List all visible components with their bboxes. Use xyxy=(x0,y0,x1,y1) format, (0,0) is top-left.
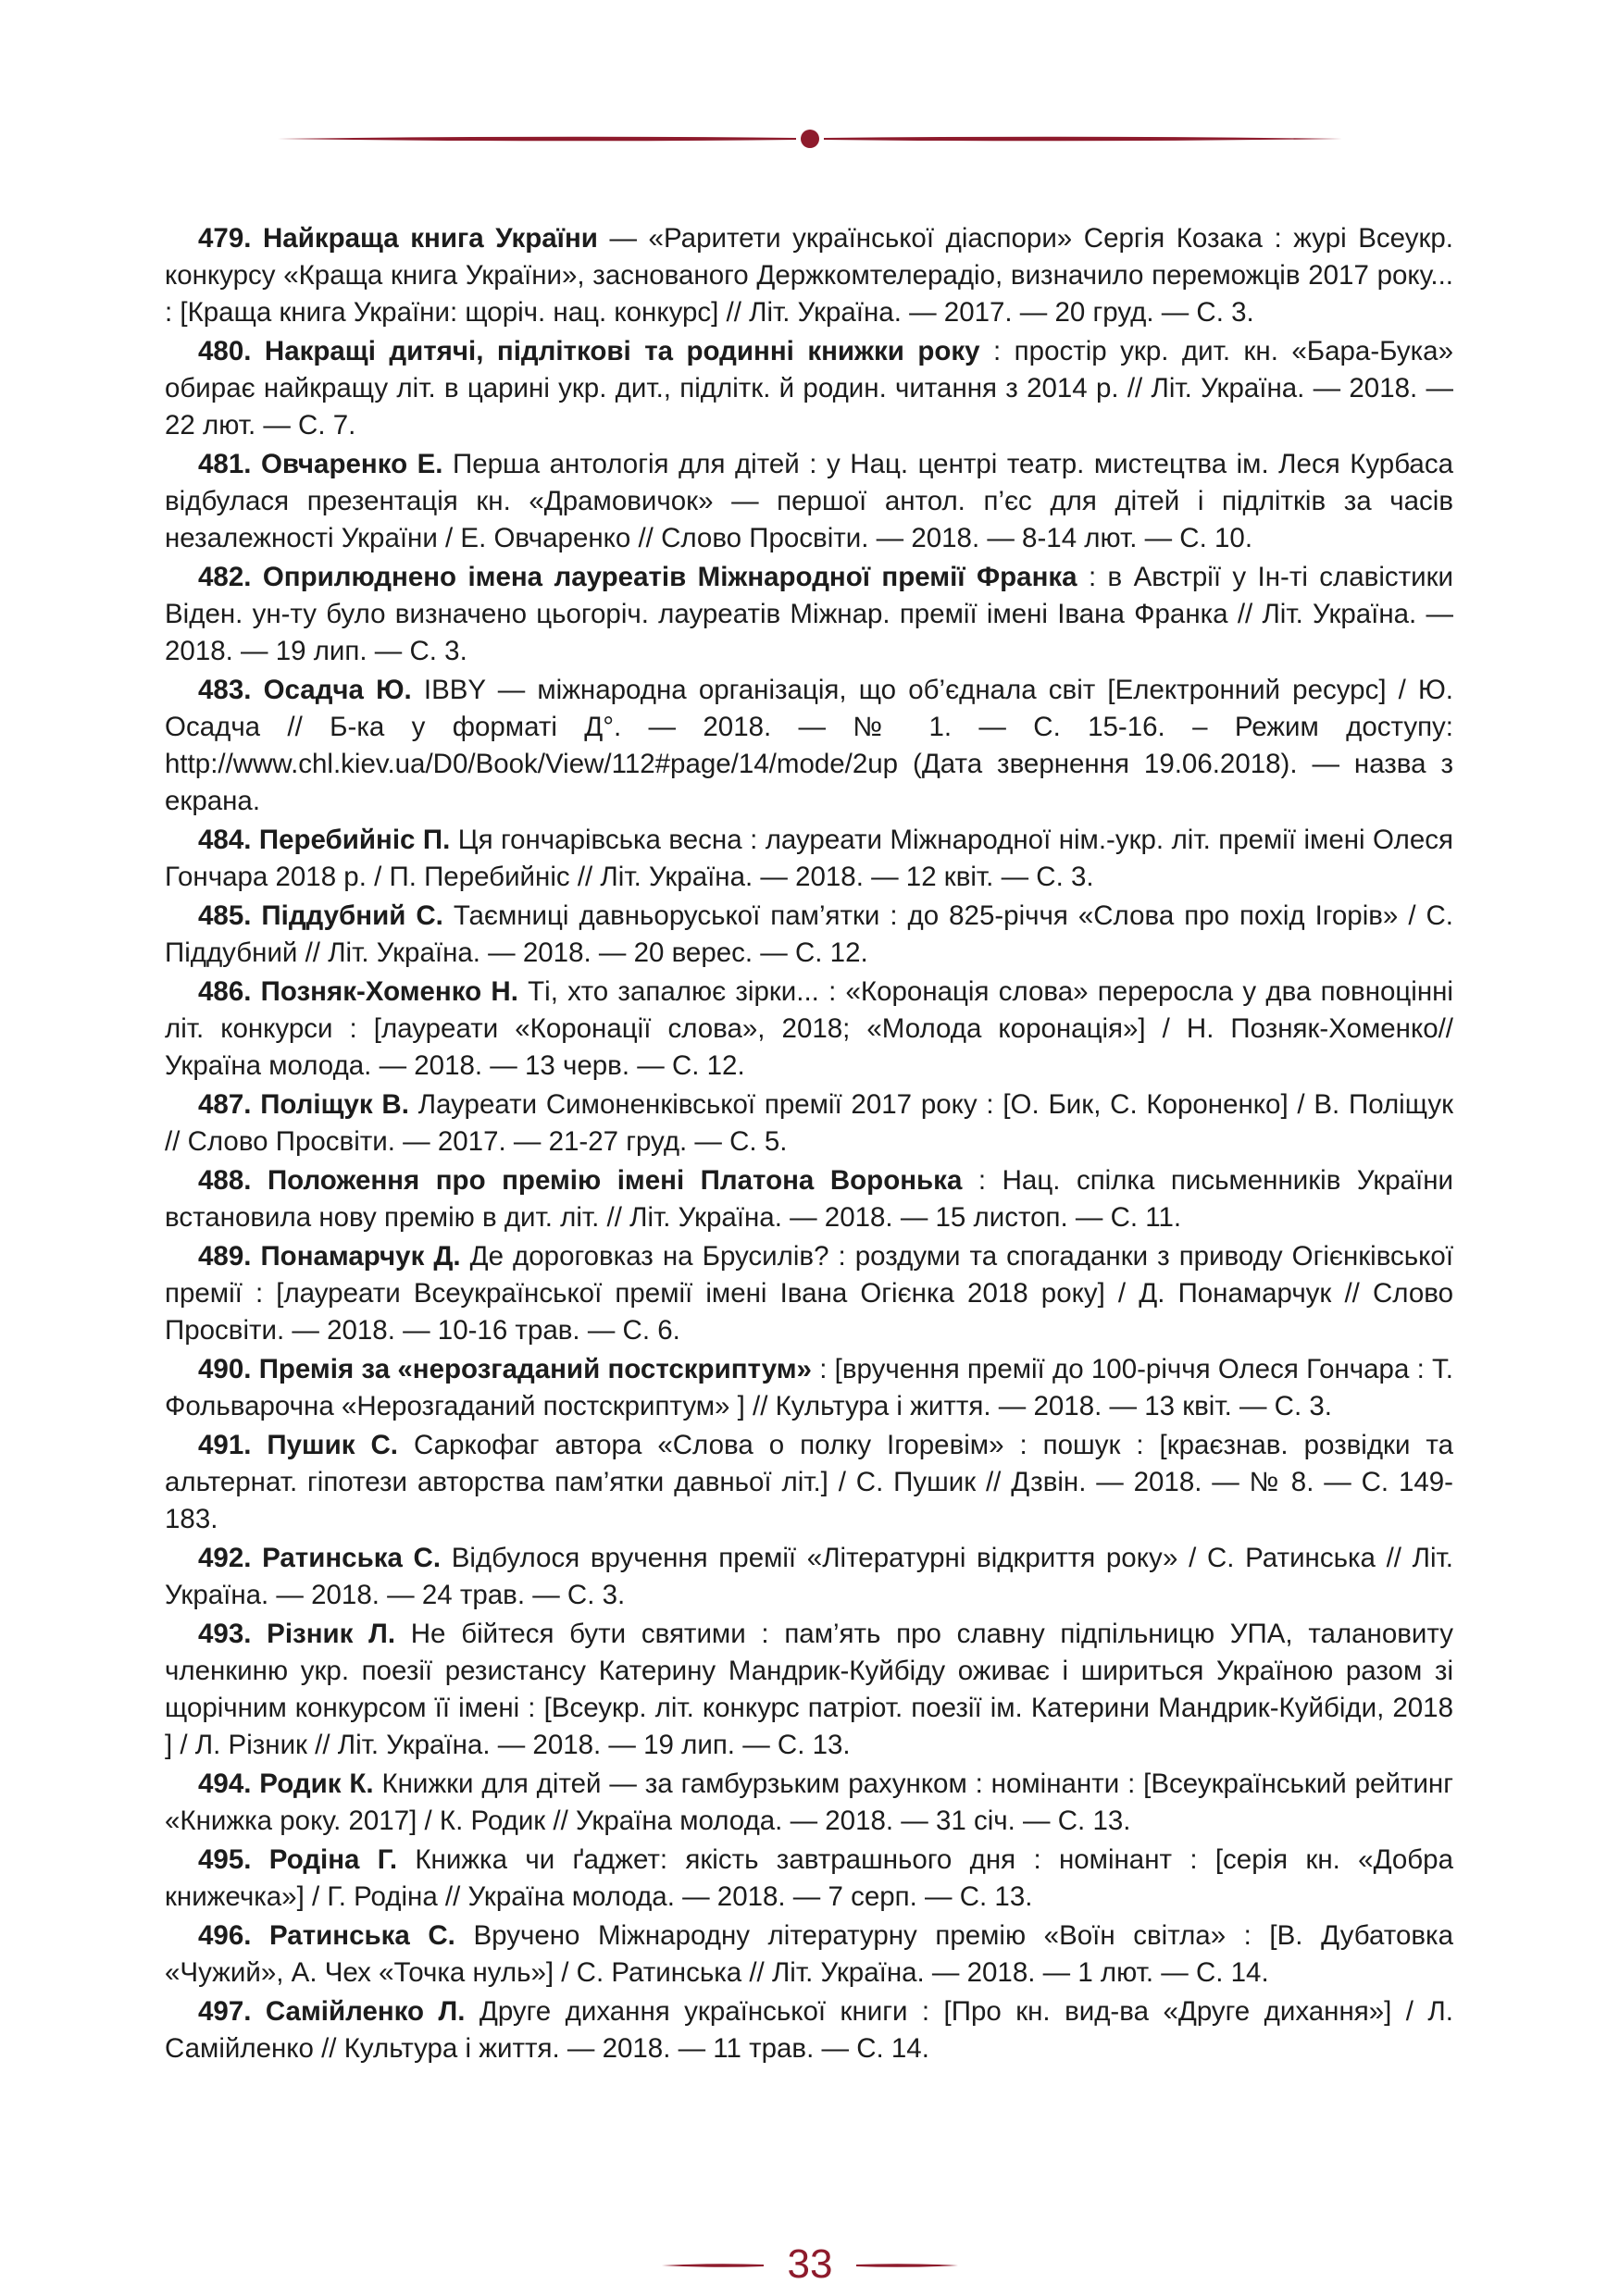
entry-heading: Найкраща книга України xyxy=(263,223,598,254)
bibliography-entry xyxy=(165,559,1453,670)
entry-heading: Накращі дитячі, підліткові та родинні книжки року xyxy=(264,336,980,366)
entry-description: Ті, хто запалює зірки... : «Коронація слова» переросла у два повноцінні літ. конкурси : [лауреати «Коронації слова», 2018; «Молода коронація»] / Н. Позняк-Хоменко// Україна молода. — 2018. — 13 черв. — С. 12. xyxy=(165,976,1453,1081)
bibliography-entry xyxy=(165,1540,1453,1614)
bibliography-entry xyxy=(165,1993,1453,2067)
entry-description: IBBY — міжнародна організація, що об’єднала світ [Електронний ресурс] / Ю. Осадча // Б-ка у форматі Д°. — 2018. — № 1. — С. 15-16. – Режим доступу: http://www.chl.kiev.ua/D0/Book/View/112#page/14/mode/2up (Дата звернення 19.06.2018). — назва з екрана. xyxy=(165,675,1453,816)
entry-heading: Ратинська С. xyxy=(269,1920,455,1951)
bibliography-entry xyxy=(165,898,1453,972)
bibliography-entry xyxy=(165,1351,1453,1425)
entry-heading: Самійленко Л. xyxy=(265,1996,466,2027)
bibliography-entry xyxy=(165,672,1453,820)
entry-description: Вручено Міжнародну літературну премію «Воїн світла» : [В. Дубатовка «Чужий», А. Чех «Точка нуль»] / С. Ратинська // Літ. Україна. — 2018. — 1 лют. — С. 14. xyxy=(165,1920,1453,1988)
entry-number: 490. xyxy=(198,1354,252,1384)
entry-description: : [вручення премії до 100-річчя Олеся Гончара : Т. Фольварочна «Нерозгаданий постскриптум» ] // Культура і життя. — 2018. — 13 квіт. — С. 3. xyxy=(165,1354,1454,1421)
entry-heading: Ратинська С. xyxy=(262,1543,442,1573)
bibliography-entry xyxy=(165,446,1453,557)
bibliography-entry xyxy=(165,333,1453,444)
entry-number: 497. xyxy=(198,1996,252,2027)
entry-number: 493. xyxy=(198,1619,252,1649)
entry-description: Саркофаг автора «Слова о полку Ігоревім» : пошук : [краєзнав. розвідки та альтернат. гіпотези авторства пам’ятки давньої літ.] / С. Пушик // Дзвін. — 2018. — № 8. — С. 149-183. xyxy=(165,1430,1453,1534)
entry-number: 496. xyxy=(198,1920,252,1951)
entry-number: 488. xyxy=(198,1165,252,1196)
entry-number: 486. xyxy=(198,976,252,1007)
entry-heading: Понамарчук Д. xyxy=(260,1241,461,1272)
entry-heading: Положення про премію імені Платона Воронька xyxy=(267,1165,963,1196)
page-number-ornament xyxy=(662,2238,958,2293)
entry-number: 482. xyxy=(198,562,252,592)
entry-heading: Пушик С. xyxy=(267,1430,399,1460)
top-divider-left-line xyxy=(278,137,796,142)
entry-heading: Оприлюднено імена лауреатів Міжнародної премії Франка xyxy=(262,562,1077,592)
bibliography-entry xyxy=(165,1162,1453,1236)
top-divider-dot xyxy=(801,130,819,148)
entry-heading: Премія за «нерозгаданий постскриптум» xyxy=(258,1354,812,1384)
entry-description: Не бійтеся бути святими : пам’ять про славну підпільницю УПА, талановиту членкиню укр. поезії резистансу Катерину Мандрик-Куйбіду оживає і шириться Україною разом зі щорічним конкурсом її імені : [Всеукр. літ. конкурс патріот. поезії ім. Катерини Мандрик-Куйбіди, 2018 ] / Л. Різник // Літ. Україна. — 2018. — 19 лип. — С. 13. xyxy=(165,1619,1453,1760)
entry-number: 495. xyxy=(198,1844,252,1875)
bibliography-entry xyxy=(165,1766,1453,1840)
entry-number: 479. xyxy=(198,223,252,254)
bibliography-entry xyxy=(165,974,1453,1085)
entry-description: Перша антологія для дітей : у Нац. центрі театр. мистецтва ім. Леся Курбаса відбулася презентація кн. «Драмовичок» — першої антол. п’єс для дітей і підлітків за часів незалежності України / Е. Овчаренко // Слово Просвіти. — 2018. — 8-14 лют. — С. 10. xyxy=(165,449,1453,553)
entry-description: Лауреати Симоненківської премії 2017 року : [О. Бик, С. Короненко] / В. Поліщук // Слово Просвіти. — 2017. — 21-27 груд. — С. 5. xyxy=(165,1089,1453,1157)
entry-description: Де дороговказ на Брусилів? : роздуми та спогаданки з приводу Огієнківської премії : [лауреати Всеукраїнської премії імені Івана Огієнка 2018 року] / Д. Понамарчук // Слово Просвіти. — 2018. — 10-16 трав. — С. 6. xyxy=(165,1241,1454,1346)
entry-heading: Поліщук В. xyxy=(260,1089,409,1120)
bibliography-entry xyxy=(165,220,1453,331)
entry-number: 489. xyxy=(198,1241,252,1272)
bibliography-entry xyxy=(165,1616,1453,1764)
bibliography-entry xyxy=(165,1427,1453,1538)
entry-heading: Різник Л. xyxy=(267,1619,396,1649)
bibliography-entry xyxy=(165,822,1453,896)
footer-left-line xyxy=(662,2264,764,2267)
page-number: 33 xyxy=(787,2241,833,2287)
entry-description: : Нац. спілка письменників України встановила нову премію в дит. літ. // Літ. Україна. — 2018. — 15 листоп. — С. 11. xyxy=(165,1165,1453,1233)
entry-number: 494. xyxy=(198,1769,252,1799)
entry-heading: Перебийніс П. xyxy=(258,825,451,855)
bibliography-entry xyxy=(165,1086,1453,1160)
entry-number: 481. xyxy=(198,449,252,479)
top-divider-right-line xyxy=(824,137,1342,142)
entry-number: 485. xyxy=(198,900,252,931)
footer-right-line xyxy=(856,2264,958,2267)
entry-number: 492. xyxy=(198,1543,252,1573)
entry-number: 484. xyxy=(198,825,252,855)
entry-number: 480. xyxy=(198,336,252,366)
top-divider-ornament xyxy=(278,120,1342,157)
entry-heading: Родіна Г. xyxy=(268,1844,398,1875)
bibliography-entry xyxy=(165,1238,1453,1349)
entry-number: 483. xyxy=(198,675,252,705)
entry-description: : простір укр. дит. кн. «Бара-Бука» обирає найкращу літ. в царині укр. дит., підлітк. й родин. читання з 2014 р. // Літ. Україна. — 2018. — 22 лют. — С. 7. xyxy=(165,336,1453,441)
entry-number: 491. xyxy=(198,1430,252,1460)
bibliography-entry xyxy=(165,1917,1453,1992)
entry-description: Відбулося вручення премії «Літературні відкриття року» / С. Ратинська // Літ. Україна. — 2018. — 24 трав. — С. 3. xyxy=(165,1543,1453,1610)
bibliography-entry xyxy=(165,1842,1453,1916)
entry-heading: Овчаренко Е. xyxy=(260,449,443,479)
entry-description: Книжки для дітей — за гамбурзьким рахунком : номінанти : [Всеукраїнський рейтинг «Книжка року. 2017] / К. Родик // Україна молода. — 2018. — 31 січ. — С. 13. xyxy=(165,1769,1453,1836)
entry-description: — «Раритети української діаспори» Сергія Козака : журі Всеукр. конкурсу «Краща книга України», заснованого Держкомтелерадіо, визначило переможців 2017 року... : [Краща книга України: щоріч. нац. конкурс] // Літ. Україна. — 2017. — 20 груд. — С. 3. xyxy=(165,223,1453,328)
bibliography-list xyxy=(165,220,1453,2069)
entry-description: Ця гончарівська весна : лауреати Міжнародної нім.-укр. літ. премії імені Олеся Гончара 2018 р. / П. Перебийніс // Літ. Україна. — 2018. — 12 квіт. — С. 3. xyxy=(165,825,1453,892)
entry-description: Таємниці давньоруської пам’ятки : до 825-річчя «Слова про похід Ігорів» / С. Піддубний // Літ. Україна. — 2018. — 20 верес. — С. 12. xyxy=(165,900,1454,968)
entry-heading: Родик К. xyxy=(259,1769,374,1799)
entry-description: Друге дихання української книги : [Про кн. вид-ва «Друге дихання»] / Л. Самійленко // Культура і життя. — 2018. — 11 трав. — С. 14. xyxy=(165,1996,1453,2064)
entry-heading: Позняк-Хоменко Н. xyxy=(260,976,518,1007)
entry-heading: Осадча Ю. xyxy=(263,675,412,705)
entry-description: : в Австрії у Ін-ті славістики Віден. ун-ту було визначено цьогоріч. лауреатів Міжнар. премії імені Івана Франка // Літ. Україна. — 2018. — 19 лип. — С. 3. xyxy=(165,562,1454,666)
entry-description: Книжка чи ґаджет: якість завтрашнього дня : номінант : [серія кн. «Добра книжечка»] / Г. Родіна // Україна молода. — 2018. — 7 серп. — С. 13. xyxy=(165,1844,1453,1912)
entry-number: 487. xyxy=(198,1089,252,1120)
entry-heading: Піддубний С. xyxy=(261,900,443,931)
